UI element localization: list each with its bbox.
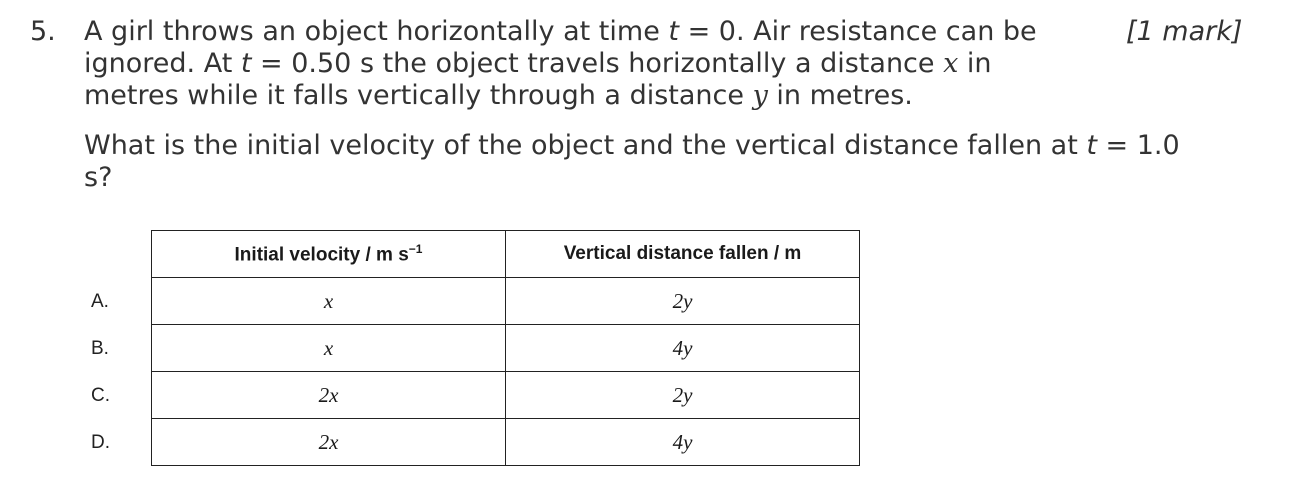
variable-t: t — [1086, 130, 1097, 161]
header-text: Initial velocity / m s — [234, 244, 409, 266]
variable-t: t — [240, 48, 252, 79]
question-number: 5. — [30, 16, 56, 47]
table-row[interactable] — [152, 419, 860, 466]
stem-text: ignored. At — [84, 48, 241, 79]
prompt-line — [84, 130, 1264, 162]
stem-text: in metres. — [767, 80, 913, 111]
stem-text: = 0. Air resistance can be — [678, 16, 1037, 47]
prompt-line — [84, 162, 1264, 194]
stem-text: = 0.50 s the object travels horizontally a distance — [251, 48, 944, 79]
distance-cell: 4y — [506, 325, 860, 372]
velocity-cell: x — [152, 278, 506, 325]
prompt-text: s? — [84, 162, 113, 193]
stem-line — [84, 48, 1084, 80]
header-vertical-distance: Vertical distance fallen / m — [506, 231, 860, 278]
variable-x: x — [943, 48, 959, 79]
stem-text: metres while it falls vertically through a distance — [84, 80, 753, 111]
prompt-text: = 1.0 — [1096, 130, 1180, 161]
variable-y: y — [752, 80, 768, 111]
option-label-c[interactable]: C. — [91, 385, 110, 406]
header-superscript: −1 — [408, 241, 423, 256]
marks-indicator: [1 mark] — [1126, 16, 1243, 47]
stem-text: in — [958, 48, 992, 79]
table-row[interactable] — [152, 372, 860, 419]
prompt-text: What is the initial velocity of the object and the vertical distance fallen at — [84, 130, 1087, 161]
velocity-cell: x — [152, 325, 506, 372]
option-label-b[interactable]: B. — [91, 338, 109, 359]
question-prompt — [84, 130, 1264, 194]
stem-line — [84, 16, 1084, 48]
question-stem — [84, 16, 1084, 112]
distance-cell: 2y — [506, 278, 860, 325]
option-label-a[interactable]: A. — [91, 291, 109, 312]
velocity-cell: 2x — [152, 419, 506, 466]
table-header-row — [152, 231, 860, 278]
variable-t: t — [668, 16, 679, 47]
distance-cell: 4y — [506, 419, 860, 466]
table-row[interactable] — [152, 325, 860, 372]
distance-cell: 2y — [506, 372, 860, 419]
stem-line — [84, 80, 1084, 112]
answer-options-table — [151, 230, 860, 466]
option-label-d[interactable]: D. — [91, 432, 110, 453]
header-initial-velocity — [152, 231, 506, 278]
table-row[interactable] — [152, 278, 860, 325]
velocity-cell: 2x — [152, 372, 506, 419]
stem-text: A girl throws an object horizontally at time — [84, 16, 669, 47]
